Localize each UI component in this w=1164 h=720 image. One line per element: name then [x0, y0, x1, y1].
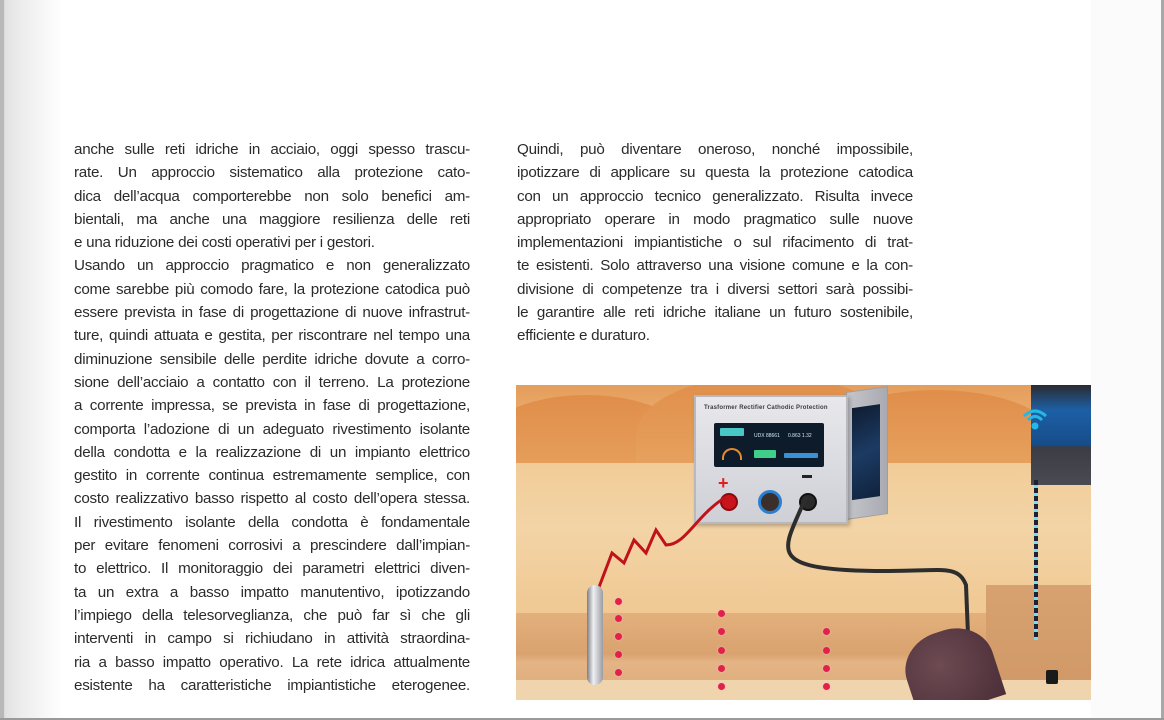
screen-readout: 0.863 1.32: [788, 433, 812, 439]
text-line: le garantire alle reti idriche italiane un futuro sostenibile,: [517, 304, 913, 322]
current-dot: [718, 665, 725, 672]
text-line: ria a basso impatto operativo. La rete idrica attualmente: [74, 653, 470, 671]
text-line: esistente ha caratteristiche impiantistiche eterogenee.: [74, 676, 470, 694]
text-line: essere prevista in fase di progettazione di nuove infrastrut-: [74, 304, 470, 322]
left-text-column: [74, 138, 470, 697]
text-line: e una riduzione dei costi operativi per i gestori.: [74, 234, 375, 252]
text-line: rate. Un approccio sistematico alla protezione cato-: [74, 164, 470, 182]
current-dot: [718, 683, 725, 690]
text-line: gestito in corrente continua estremamente semplice, con: [74, 467, 470, 485]
text-line: sione dell’acciaio a contatto con il terreno. La protezione: [74, 373, 470, 391]
text-line: diminuzione sensibile delle perdite idriche dovute a corro-: [74, 350, 470, 368]
current-dot: [718, 628, 725, 635]
text-line: per evitare fenomeni corrosivi a prescindere dall’impian-: [74, 537, 470, 555]
text-line: come sarebbe più comodo fare, la protezione catodica può: [74, 280, 470, 298]
sacrificial-anode: [587, 585, 603, 685]
text-line: Usando un approccio pragmatico e non generalizzato: [74, 257, 470, 275]
monitoring-cable: [1034, 480, 1038, 640]
current-dot: [615, 615, 622, 622]
text-line: l’impiego della telesorveglianza, che può far sì che gli: [74, 606, 470, 624]
page-gutter-shadow: [0, 0, 62, 718]
text-line: ture, quindi attuata e gestita, per riscontrare nel tempo una: [74, 327, 470, 345]
text-line: bientali, ma anche una maggiore resilienza delle reti: [74, 210, 470, 228]
text-line: a corrente impressa, se prevista in fase di progettazione,: [74, 397, 470, 415]
current-dot: [615, 651, 622, 658]
cabinet-label: Trasformer Rectifier Cathodic Protection: [704, 405, 828, 411]
text-line: con un approccio tecnico generalizzato. Risulta invece: [517, 187, 913, 205]
text-line: Quindi, può diventare oneroso, nonché impossibile,: [517, 141, 913, 158]
text-line: to elettrico. Il monitoraggio dei parametri elettrici diven-: [74, 560, 470, 578]
text-line: divisione di competenze tra i diversi settori sarà possibi-: [517, 280, 913, 298]
text-line: dica dell’acqua comporterebbe non solo benefici am-: [74, 187, 470, 205]
text-line: ipotizzare di applicare su questa la protezione catodica: [517, 164, 913, 182]
reference-electrode: [1046, 670, 1058, 684]
screen-readout: UDX 88661: [754, 433, 780, 439]
current-dot: [615, 669, 622, 676]
text-line: della condotta e la realizzazione di un impianto elettrico: [74, 443, 470, 461]
positive-terminal-label: +: [718, 473, 729, 493]
current-dot: [615, 633, 622, 640]
current-dot: [615, 598, 622, 605]
wifi-icon: [1021, 405, 1049, 433]
current-dot: [823, 628, 830, 635]
text-line: interventi in campo si richiudano in attività straordina-: [74, 630, 470, 648]
positive-cable: [596, 497, 726, 595]
text-line: implementazioni impiantistiche o sul rifacimento di trat-: [517, 234, 913, 252]
text-line: costo realizzativo basso rispetto al costo dell’opera stessa.: [74, 490, 470, 508]
negative-cable: [788, 497, 968, 635]
page-right-margin: [1091, 0, 1161, 718]
current-dot: [718, 610, 725, 617]
text-line: anche sulle reti idriche in acciaio, oggi spesso trascu-: [74, 141, 470, 158]
text-line: te esistenti. Solo attraverso una visione comune e la con-: [517, 257, 913, 275]
current-dot: [718, 647, 725, 654]
text-line: efficiente e duraturo.: [517, 327, 650, 345]
current-dot: [823, 647, 830, 654]
text-line: comporta l’adozione di un adeguato rivestimento isolante: [74, 420, 470, 438]
cathodic-protection-illustration: [516, 385, 1091, 700]
right-text-column: [517, 138, 913, 348]
text-line: appropriato operare in modo pragmatico sulle nuove: [517, 210, 913, 228]
current-dot: [823, 683, 830, 690]
telemonitoring-station: [1031, 385, 1091, 485]
current-dot: [823, 665, 830, 672]
text-line: ta un extra a basso impatto manutentivo, ipotizzando: [74, 583, 470, 601]
text-line: Il rivestimento isolante della condotta è fondamentale: [74, 513, 470, 531]
